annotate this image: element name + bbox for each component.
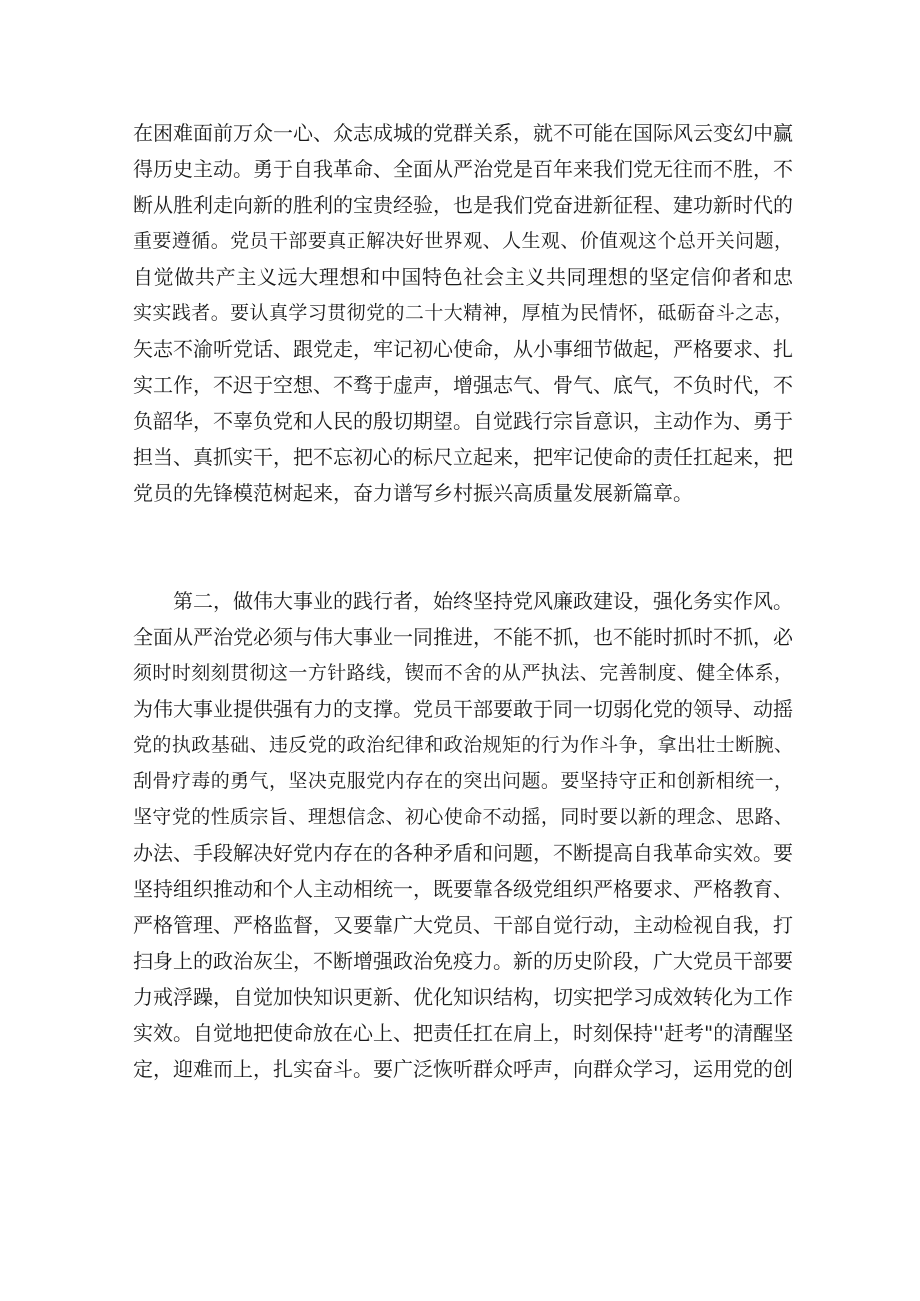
text-line: 力戒浮躁，自觉加快知识更新、优化知识结构，切实把学习成效转化为工作 (133, 985, 793, 1009)
text-line: 刮骨疗毒的勇气，坚决克服党内存在的突出问题。要坚持守正和创新相统一， (133, 770, 793, 792)
text-line: 坚持组织推动和个人主动相统一，既要靠各级党组织严格要求、严格教育、 (133, 877, 793, 901)
text-line: 担当、真抓实干，把不忘初心的标尺立起来，把牢记使命的责任扛起来，把 (133, 445, 793, 469)
text-line: 实效。自觉地把使命放在心上、把责任扛在肩上，时刻保持''赶考"的清醒坚 (133, 1021, 794, 1045)
text-line: 全面从严治党必须与伟大事业一同推进，不能不抓，也不能时抓时不抓，必 (133, 625, 793, 649)
text-line: 实实践者。要认真学习贯彻党的二十大精神，厚植为民情怀，砥砺奋斗之志， (133, 302, 793, 324)
paragraph-2 (133, 583, 793, 1087)
text-line: 党员的先锋模范树起来，奋力谱写乡村振兴高质量发展新篇章。 (133, 481, 693, 505)
text-line: 严格管理、严格监督，又要靠广大党员、干部自觉行动，主动检视自我，打 (133, 913, 793, 937)
text-line: 须时时刻刻贯彻这一方针路线，锲而不舍的从严执法、完善制度、健全体系， (133, 662, 793, 684)
text-line: 重要遵循。党员干部要真正解决好世界观、人生观、价值观这个总开关问题， (133, 230, 793, 252)
text-line: 矢志不渝听党话、跟党走，牢记初心使命，从小事细节做起，严格要求、扎 (133, 337, 793, 361)
text-line: 党的执政基础、违反党的政治纪律和政治规矩的行为作斗争，拿出壮士断腕、 (133, 734, 793, 756)
text-line: 断从胜利走向新的胜利的宝贵经验，也是我们党奋进新征程、建功新时代的 (133, 193, 793, 217)
text-line: 得历史主动。勇于自我革命、全面从严治党是百年来我们党无往而不胜，不 (133, 157, 793, 181)
paragraph-heading-line: 第二，做伟大事业的践行者，始终坚持党风廉政建设，强化务实作风。 (173, 589, 793, 613)
text-line: 扫身上的政治灰尘，不断增强政治免疫力。新的历史阶段，广大党员干部要 (133, 949, 793, 973)
text-line: 自觉做共产主义远大理想和中国特色社会主义共同理想的坚定信仰者和忠 (133, 265, 793, 289)
paragraph-1 (133, 115, 793, 511)
text-line: 办法、手段解决好党内存在的各种矛盾和问题，不断提高自我革命实效。要 (133, 841, 793, 865)
text-line: 为伟大事业提供强有力的支撑。党员干部要敢于同一切弱化党的领导、动摇 (133, 697, 793, 721)
text-line: 坚守党的性质宗旨、理想信念、初心使命不动摇，同时要以新的理念、思路、 (133, 806, 793, 828)
text-line: 实工作，不迟于空想、不骛于虚声，增强志气、骨气、底气，不负时代，不 (133, 373, 793, 397)
text-line: 在困难面前万众一心、众志成城的党群关系，就不可能在国际风云变幻中赢 (133, 121, 793, 145)
text-line: 定，迎难而上，扎实奋斗。要广泛恢听群众呼声，向群众学习，运用党的创 (133, 1057, 793, 1081)
text-line: 负韶华，不辜负党和人民的殷切期望。自觉践行宗旨意识，主动作为、勇于 (133, 409, 793, 433)
